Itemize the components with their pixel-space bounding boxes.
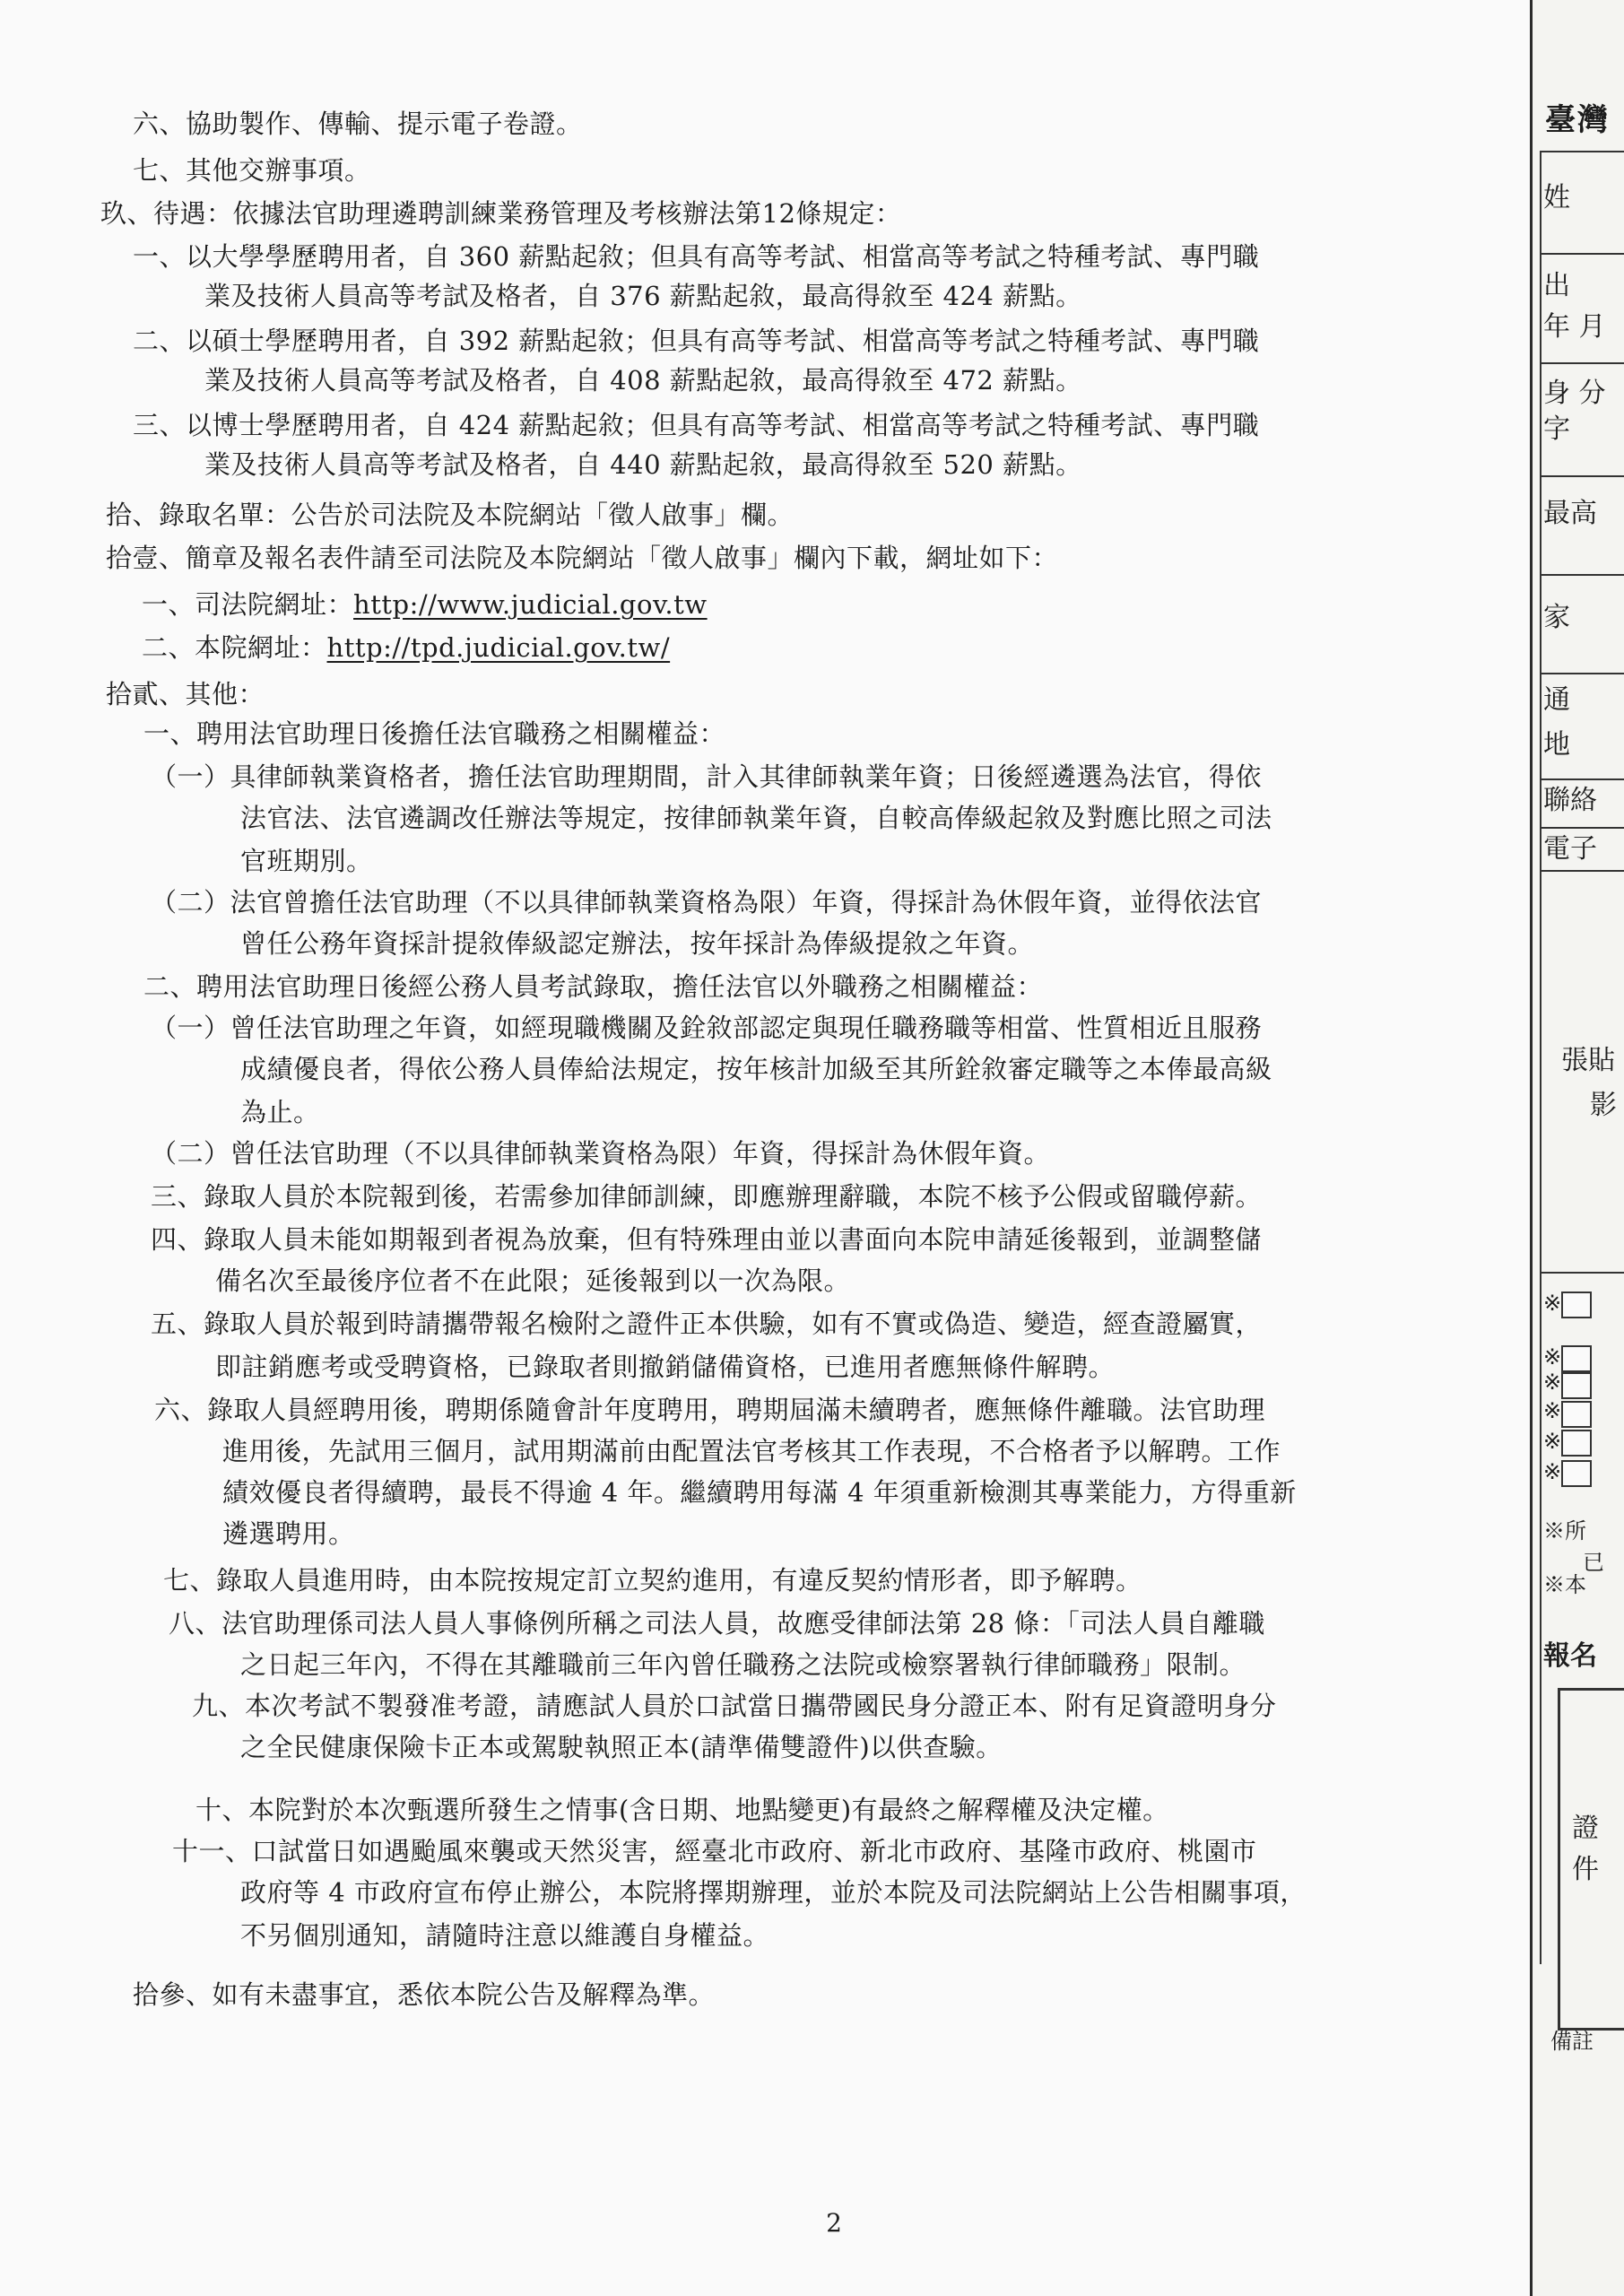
checkbox[interactable] xyxy=(1561,1372,1592,1399)
text-line: 備名次至最後序位者不在此限；延後報到以一次為限。 xyxy=(215,1265,851,1296)
text-line: 業及技術人員高等考試及格者，自 376 薪點起敘，最高得敘至 424 薪點。 xyxy=(204,281,1082,311)
form-rule xyxy=(1540,362,1624,364)
text-line: 為止。 xyxy=(240,1097,320,1127)
text-line: 三、錄取人員於本院報到後，若需參加律師訓練，即應辦理辭職，本院不核予公假或留職停薪。 xyxy=(151,1181,1263,1212)
form-rule xyxy=(1540,574,1624,576)
text-line: 五、錄取人員於報到時請攜帶報名檢附之證件正本供驗，如有不實或偽造、變造，經查證屬實， xyxy=(151,1309,1263,1339)
text-line: 七、其他交辦事項。 xyxy=(133,155,371,186)
form-rule xyxy=(1540,475,1624,477)
form-label: 出 xyxy=(1543,270,1570,301)
checkbox[interactable] xyxy=(1561,1292,1592,1318)
checkbox[interactable] xyxy=(1561,1345,1592,1372)
text-line: 業及技術人員高等考試及格者，自 408 薪點起敘，最高得敘至 472 薪點。 xyxy=(204,365,1082,396)
text-line: 七、錄取人員進用時，由本院按規定訂立契約進用，有違反契約情形者，即予解聘。 xyxy=(163,1565,1142,1596)
form-label: 證 xyxy=(1572,1813,1599,1844)
form-mark: ※ xyxy=(1543,1429,1562,1454)
form-mark: ※本 xyxy=(1543,1572,1586,1597)
text-line: 二、聘用法官助理日後經公務人員考試錄取，擔任法官以外職務之相關權益： xyxy=(143,971,1044,1002)
form-label: 件 xyxy=(1572,1854,1599,1885)
form-label: 備註 xyxy=(1550,2029,1594,2054)
text-line: 遴選聘用。 xyxy=(222,1518,355,1549)
text-line: 進用後，先試用三個月，試用期滿前由配置法官考核其工作表現，不合格者予以解聘。工作 xyxy=(222,1436,1281,1466)
form-label: 年 月 xyxy=(1543,311,1606,343)
section-heading: 拾貳、其他： xyxy=(106,679,265,709)
form-label: 電子 xyxy=(1543,833,1597,865)
form-mark: ※所 xyxy=(1543,1518,1586,1544)
text-line: 四、錄取人員未能如期報到者視為放棄，但有特殊理由並以書面向本院申請延後報到，並調整儲 xyxy=(151,1224,1263,1255)
text-line: 政府等 4 市政府宣布停止辦公，本院將擇期辦理，並於本院及司法院網站上公告相關事項， xyxy=(240,1877,1307,1908)
url-label: 一、司法院網址： xyxy=(142,589,354,620)
text-line: 成績優良者，得依公務人員俸給法規定，按年核計加級至其所銓敘審定職等之本俸最高級 xyxy=(240,1054,1272,1084)
text-line: 之全民健康保險卡正本或駕駛執照正本(請準備雙證件)以供查驗。 xyxy=(240,1732,1003,1762)
form-rule xyxy=(1540,253,1624,255)
form-label: 張貼 xyxy=(1561,1045,1615,1076)
form-rule xyxy=(1540,778,1624,780)
form-rule xyxy=(1540,827,1624,829)
text-line: 二、以碩士學歷聘用者，自 392 薪點起敘；但具有高等考試、相當高等考試之特種考試、專門職 xyxy=(133,326,1260,356)
page-number: 2 xyxy=(826,2208,842,2238)
text-line: 一、以大學學歷聘用者，自 360 薪點起敘；但具有高等考試、相當高等考試之特種考試、專門職 xyxy=(133,241,1260,272)
text-line: 不另個別通知，請隨時注意以維護自身權益。 xyxy=(240,1920,770,1951)
text-line: 績效優良者得續聘，最長不得逾 4 年。繼續聘用每滿 4 年須重新檢測其專業能力，方得重新 xyxy=(222,1477,1297,1508)
section-heading: 拾參、如有未盡事宜，悉依本院公告及解釋為準。 xyxy=(133,1979,716,2010)
adjacent-form-strip xyxy=(1533,0,1624,2296)
text-line: 一、聘用法官助理日後擔任法官職務之相關權益： xyxy=(143,718,726,749)
text-line: （一）曾任法官助理之年資，如經現職機關及銓敘部認定與現任職務職等相當、性質相近且服務 xyxy=(151,1013,1263,1043)
form-rule xyxy=(1540,673,1624,674)
judicial-url-link[interactable]: http://www.judicial.gov.tw xyxy=(353,589,708,620)
form-label: 字 xyxy=(1543,413,1570,445)
form-mark: ※ xyxy=(1543,1370,1562,1395)
form-label: 報名 xyxy=(1543,1640,1597,1672)
text-line: 六、錄取人員經聘用後，聘期係隨會計年度聘用，聘期屆滿未續聘者，應無條件離職。法官助理 xyxy=(154,1395,1266,1425)
form-mark: 已 xyxy=(1583,1550,1604,1575)
text-line: 之日起三年內，不得在其離職前三年內曾任職務之法院或檢察署執行律師職務」限制。 xyxy=(240,1649,1246,1680)
form-mark: ※ xyxy=(1543,1398,1562,1423)
text-line: 曾任公務年資採計提敘俸級認定辦法，按年採計為俸級提敘之年資。 xyxy=(240,928,1035,959)
checkbox[interactable] xyxy=(1561,1430,1592,1457)
text-line: 六、協助製作、傳輸、提示電子卷證。 xyxy=(133,109,583,139)
text-line: （二）曾任法官助理（不以具律師執業資格為限）年資，得採計為休假年資。 xyxy=(151,1138,1051,1169)
text-line: 九、本次考試不製發准考證，請應試人員於口試當日攜帶國民身分證正本、附有足資證明身分 xyxy=(192,1691,1277,1721)
form-rule xyxy=(1540,870,1624,872)
section-heading: 拾、錄取名單：公告於司法院及本院網站「徵人啟事」欄。 xyxy=(106,500,795,530)
text-line: 十、本院對於本次甄選所發生之情事(含日期、地點變更)有最終之解釋權及決定權。 xyxy=(195,1795,1169,1825)
checkbox[interactable] xyxy=(1561,1401,1592,1428)
url-label: 二、本院網址： xyxy=(142,632,327,663)
form-rule xyxy=(1540,151,1624,152)
form-border xyxy=(1540,152,1541,1964)
text-line: 業及技術人員高等考試及格者，自 440 薪點起敘，最高得敘至 520 薪點。 xyxy=(204,449,1082,480)
text-line: 十一、口試當日如遇颱風來襲或天然災害，經臺北市政府、新北市政府、基隆市政府、桃園市 xyxy=(172,1836,1257,1866)
form-label: 聯絡 xyxy=(1543,785,1597,816)
form-mark: ※ xyxy=(1543,1344,1562,1370)
form-label: 姓 xyxy=(1543,182,1570,213)
section-heading: 拾壹、簡章及報名表件請至司法院及本院網站「徵人啟事」欄內下載，網址如下： xyxy=(106,543,1059,573)
form-mark: ※ xyxy=(1543,1291,1562,1316)
form-label: 最高 xyxy=(1543,498,1597,529)
text-line: （一）具律師執業資格者，擔任法官助理期間，計入其律師執業年資；日後經遴選為法官，得依 xyxy=(151,761,1263,792)
form-rule xyxy=(1540,1272,1624,1274)
text-line: 法官法、法官遴調改任辦法等規定，按律師執業年資，自較高俸級起敘及對應比照之司法 xyxy=(240,803,1272,833)
url-line-judicial xyxy=(142,587,708,622)
form-label: 影 xyxy=(1590,1090,1617,1121)
text-line: 三、以博士學歷聘用者，自 424 薪點起敘；但具有高等考試、相當高等考試之特種考試、專門職 xyxy=(133,410,1260,440)
text-line: （二）法官曾擔任法官助理（不以具律師執業資格為限）年資，得採計為休假年資，並得依法官 xyxy=(151,887,1263,918)
url-line-court xyxy=(142,630,670,665)
text-line: 官班期別。 xyxy=(240,846,373,876)
form-label: 身 分 xyxy=(1543,378,1606,409)
section-heading: 玖、待遇：依據法官助理遴聘訓練業務管理及考核辦法第12條規定： xyxy=(100,198,902,229)
form-label: 通 xyxy=(1543,684,1570,716)
form-label: 地 xyxy=(1543,729,1570,761)
form-mark: ※ xyxy=(1543,1459,1562,1484)
text-line: 即註銷應考或受聘資格，已錄取者則撤銷儲備資格，已進用者應無條件解聘。 xyxy=(215,1352,1116,1382)
form-header: 臺灣 xyxy=(1545,102,1610,138)
text-line: 八、法官助理係司法人員人事條例所稱之司法人員，故應受律師法第 28 條：「司法人員自離職 xyxy=(169,1608,1265,1639)
form-label: 家 xyxy=(1543,602,1570,633)
checkbox[interactable] xyxy=(1561,1460,1592,1487)
court-url-link[interactable]: http://tpd.judicial.gov.tw/ xyxy=(326,632,671,663)
